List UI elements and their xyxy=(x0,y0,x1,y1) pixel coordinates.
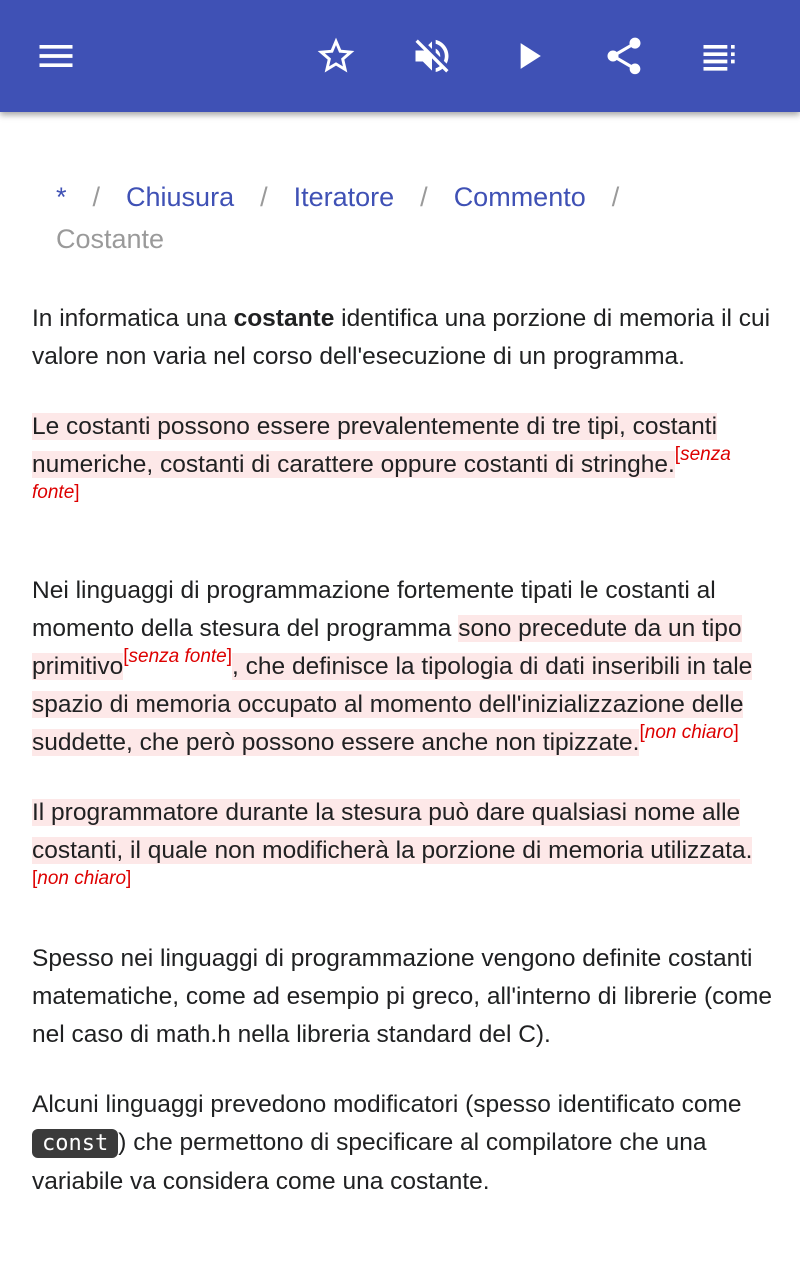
paragraph-text: Alcuni linguaggi prevedono modificatori (spesso identificato come xyxy=(32,1091,742,1118)
bookmark-button[interactable] xyxy=(304,24,368,88)
highlighted-text: Le costanti possono essere prevalentemente di tre tipi, costanti numeriche, costanti di carattere oppure costanti di stringhe. xyxy=(32,413,718,478)
citation-needed-note[interactable]: [senza fonte] xyxy=(32,444,731,503)
breadcrumb-link-chiusura[interactable]: Chiusura xyxy=(126,182,235,212)
breadcrumb-separator: / xyxy=(420,182,428,212)
paragraph-text: ) che permettono di specificare al compilatore che una variabile va considera come una costante. xyxy=(32,1129,707,1195)
article-content xyxy=(32,176,772,1201)
paragraph-text: In informatica una xyxy=(32,305,234,332)
citation-needed-note[interactable]: [senza fonte] xyxy=(123,646,233,667)
breadcrumb-link-commento[interactable]: Commento xyxy=(453,182,586,212)
list-icon xyxy=(698,34,742,78)
note-text: non chiaro xyxy=(37,868,127,889)
share-icon xyxy=(602,34,646,78)
paragraph-modifiers xyxy=(32,1086,772,1201)
highlighted-text: Il programmatore durante la stesura può dare qualsiasi nome alle costanti, il quale non modificherà la porzione di memoria utilizzata. xyxy=(32,799,753,864)
mute-button[interactable] xyxy=(400,24,464,88)
app-bar xyxy=(0,0,800,112)
star-icon xyxy=(314,34,358,78)
paragraph-math: Spesso nei linguaggi di programmazione vengono definite costanti matematiche, come ad esempio pi greco, all'interno di librerie (come nel caso di math.h nella libreria standard del C). xyxy=(32,945,773,1048)
play-icon xyxy=(506,34,550,78)
contents-button[interactable] xyxy=(688,24,752,88)
note-text: non chiaro xyxy=(644,722,734,743)
play-button[interactable] xyxy=(496,24,560,88)
highlighted-text: sono precedute da un tipo primitivo xyxy=(32,615,742,680)
bold-term: costante xyxy=(233,305,335,332)
volume-off-icon xyxy=(410,34,454,78)
paragraph-naming xyxy=(32,794,772,908)
paragraph-typing xyxy=(32,572,772,762)
breadcrumb-link-iteratore[interactable]: Iteratore xyxy=(293,182,395,212)
breadcrumb-separator: / xyxy=(92,182,101,212)
paragraph-intro xyxy=(32,300,772,376)
code-keyword: const xyxy=(32,1129,118,1158)
breadcrumb-current: Costante xyxy=(56,224,165,254)
menu-button[interactable] xyxy=(24,24,88,88)
highlighted-text: , che definisce la tipologia di dati inseribili in tale spazio di memoria occupato al momento dell'inizializzazione delle suddette, che però possono essere anche non tipizzate. xyxy=(32,653,753,756)
paragraph-text: Nei linguaggi di programmazione fortemente tipati le costanti al momento della stesura del programma xyxy=(32,577,716,642)
paragraph-types xyxy=(32,408,772,522)
paragraph-text: identifica una porzione di memoria il cui valore non varia nel corso dell'esecuzione di un programma. xyxy=(32,305,771,370)
breadcrumb-separator: / xyxy=(611,182,620,212)
unclear-note[interactable]: [non chiaro] xyxy=(32,868,132,889)
unclear-note[interactable]: [non chiaro] xyxy=(639,722,739,743)
breadcrumb xyxy=(56,176,772,260)
note-text: senza fonte xyxy=(32,444,731,503)
breadcrumb-separator: / xyxy=(260,182,268,212)
menu-icon xyxy=(34,34,78,78)
share-button[interactable] xyxy=(592,24,656,88)
breadcrumb-root-link[interactable]: * xyxy=(56,182,67,212)
note-text: senza fonte xyxy=(128,646,227,667)
